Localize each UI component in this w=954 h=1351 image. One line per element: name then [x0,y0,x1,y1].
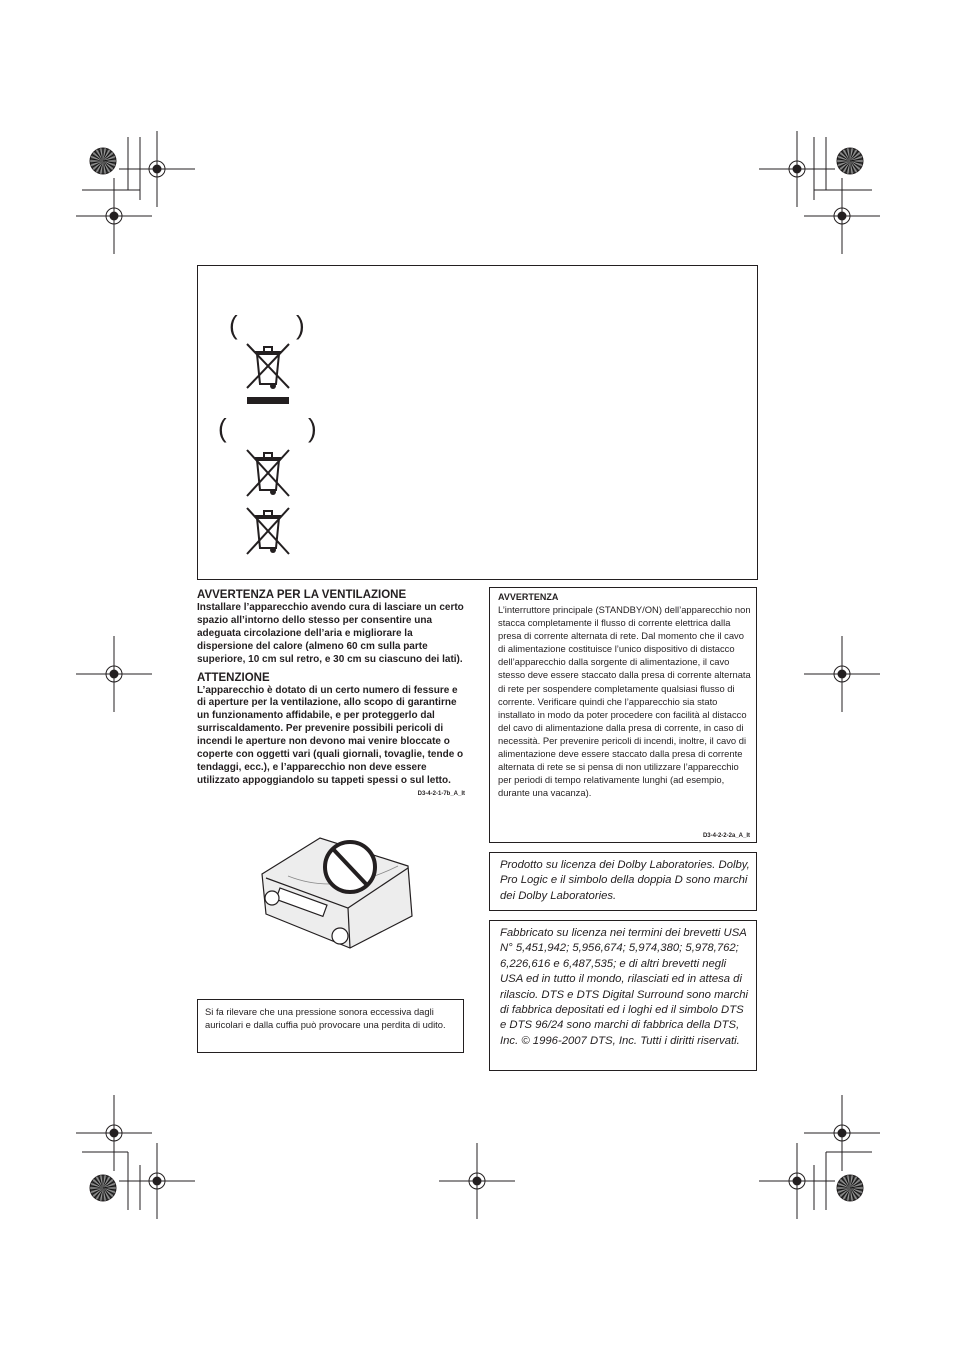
color-bar-rosette-icon [90,1175,116,1201]
registration-mark-icon [119,131,195,207]
open-parenthesis: ( [229,310,238,340]
registration-mark-icon [76,636,152,712]
warning-code: D3-4-2-2-2a_A_It [702,833,750,839]
color-bar-rosette-icon [90,148,116,174]
crossed-out-wheeled-bin-icon [243,340,293,404]
close-parenthesis: ) [296,310,305,340]
open-parenthesis: ( [218,413,227,443]
standby-warning-box [489,587,757,843]
sound-pressure-box [197,999,464,1053]
crossed-out-wheeled-bin-icon [243,506,293,558]
ventilation-text: Installare l’apparecchio avendo cura di lasciare un certo spazio all’intorno dello stesso per consentire una adeguata circolazione dell’aria e migliorare la dispersione del calore (almeno 60 cm sulla parte superiore, 10 cm sul retro, e 30 cm su ciascuno dei lati). [197,602,464,665]
warning-text: L’interruttore principale (STANDBY/ON) dell’apparecchio non stacca completamente il flusso di corrente elettrica dalla presa di corrente alternata di rete. Dal momento che il cavo di alimentazione costituisce l’unico dispositivo di distacco dell’apparecchio dalla sorgente di alimentazione, il cavo stesso deve essere staccato dalla presa di corrente alternata di rete per sospendere completamente qualsiasi flusso di corrente. Verificare quindi che l’apparecchio sia stato installato in modo da poter procedere con facilità al distacco del cavo di alimentazione dalla presa di corrente, in caso di necessità. Per prevenire pericoli di incendi, inoltre, il cavo di alimentazione deve essere staccato dalla presa di corrente alternata di rete se si pensa di non utilizzare l’apparecchio per periodi di tempo relativamente lunghi (ad esempio, durante una vacanza). [498,604,751,799]
registration-mark-icon [804,178,880,254]
weee-disposal-box [197,265,758,580]
crossed-out-wheeled-bin-icon [243,448,293,500]
sound-pressure-text: Si fa rilevare che una pressione sonora eccessiva dagli auricolari e dalla cuffia può provocare una perdita di udito. [205,1006,446,1030]
registration-mark-icon [119,1143,195,1219]
ventilation-section [197,588,465,797]
ventilation-title: AVVERTENZA PER LA VENTILAZIONE [197,589,407,601]
dolby-license-box [489,852,757,911]
registration-mark-icon [76,178,152,254]
dolby-text: Prodotto su licenza dei Dolby Laboratories. Dolby, Pro Logic e il simbolo della doppia D sono marchi dei Dolby Laboratories. [500,859,750,902]
color-bar-rosette-icon [837,148,863,174]
close-parenthesis: ) [308,413,317,443]
attention-title: ATTENZIONE [197,671,270,684]
attention-code: D3-4-2-1-7b_A_It [417,790,465,797]
registration-mark-icon [759,131,835,207]
dts-license-box [489,920,757,1071]
registration-mark-icon [759,1143,835,1219]
registration-mark-icon [439,1143,515,1219]
registration-mark-icon [804,1095,880,1171]
dts-text: Fabbricato su licenza nei termini dei brevetti USA N° 5,451,942; 5,956,674; 5,974,380; 5,978,762; 6,226,616 e 6,487,535; e di altri brevetti negli USA ed in tutto il mondo, rilasciati ed in attesa di rilascio. DTS e DTS Digital Surround sono marchi di fabbrica depositati ed i loghi ed il simbolo DTS e DTS 96/24 sono marchi di fabbrica della DTS, Inc. © 1996-2007 DTS, Inc. Tutti i diritti riservati. [500,927,748,1047]
prohibited-circle-icon [325,842,375,892]
color-bar-rosette-icon [837,1175,863,1201]
covered-receiver-illustration [258,836,418,951]
warning-title: AVVERTENZA [498,592,559,602]
attention-text: L’apparecchio è dotato di un certo numero di fessure e di aperture per la ventilazione, allo scopo di garantirne un funzionamento affidabile, e per proteggerlo dal surriscaldamento. Per prevenire possibili pericoli di incendi le aperture non devono mai venire bloccate o coperte con oggetti vari (quali giornali, tovaglie, tende o tendaggi, ecc.), e l’apparecchio non deve essere utilizzato appoggiandolo su tappeti spessi o sul letto. [197,684,464,786]
registration-mark-icon [76,1095,152,1171]
registration-mark-icon [804,636,880,712]
